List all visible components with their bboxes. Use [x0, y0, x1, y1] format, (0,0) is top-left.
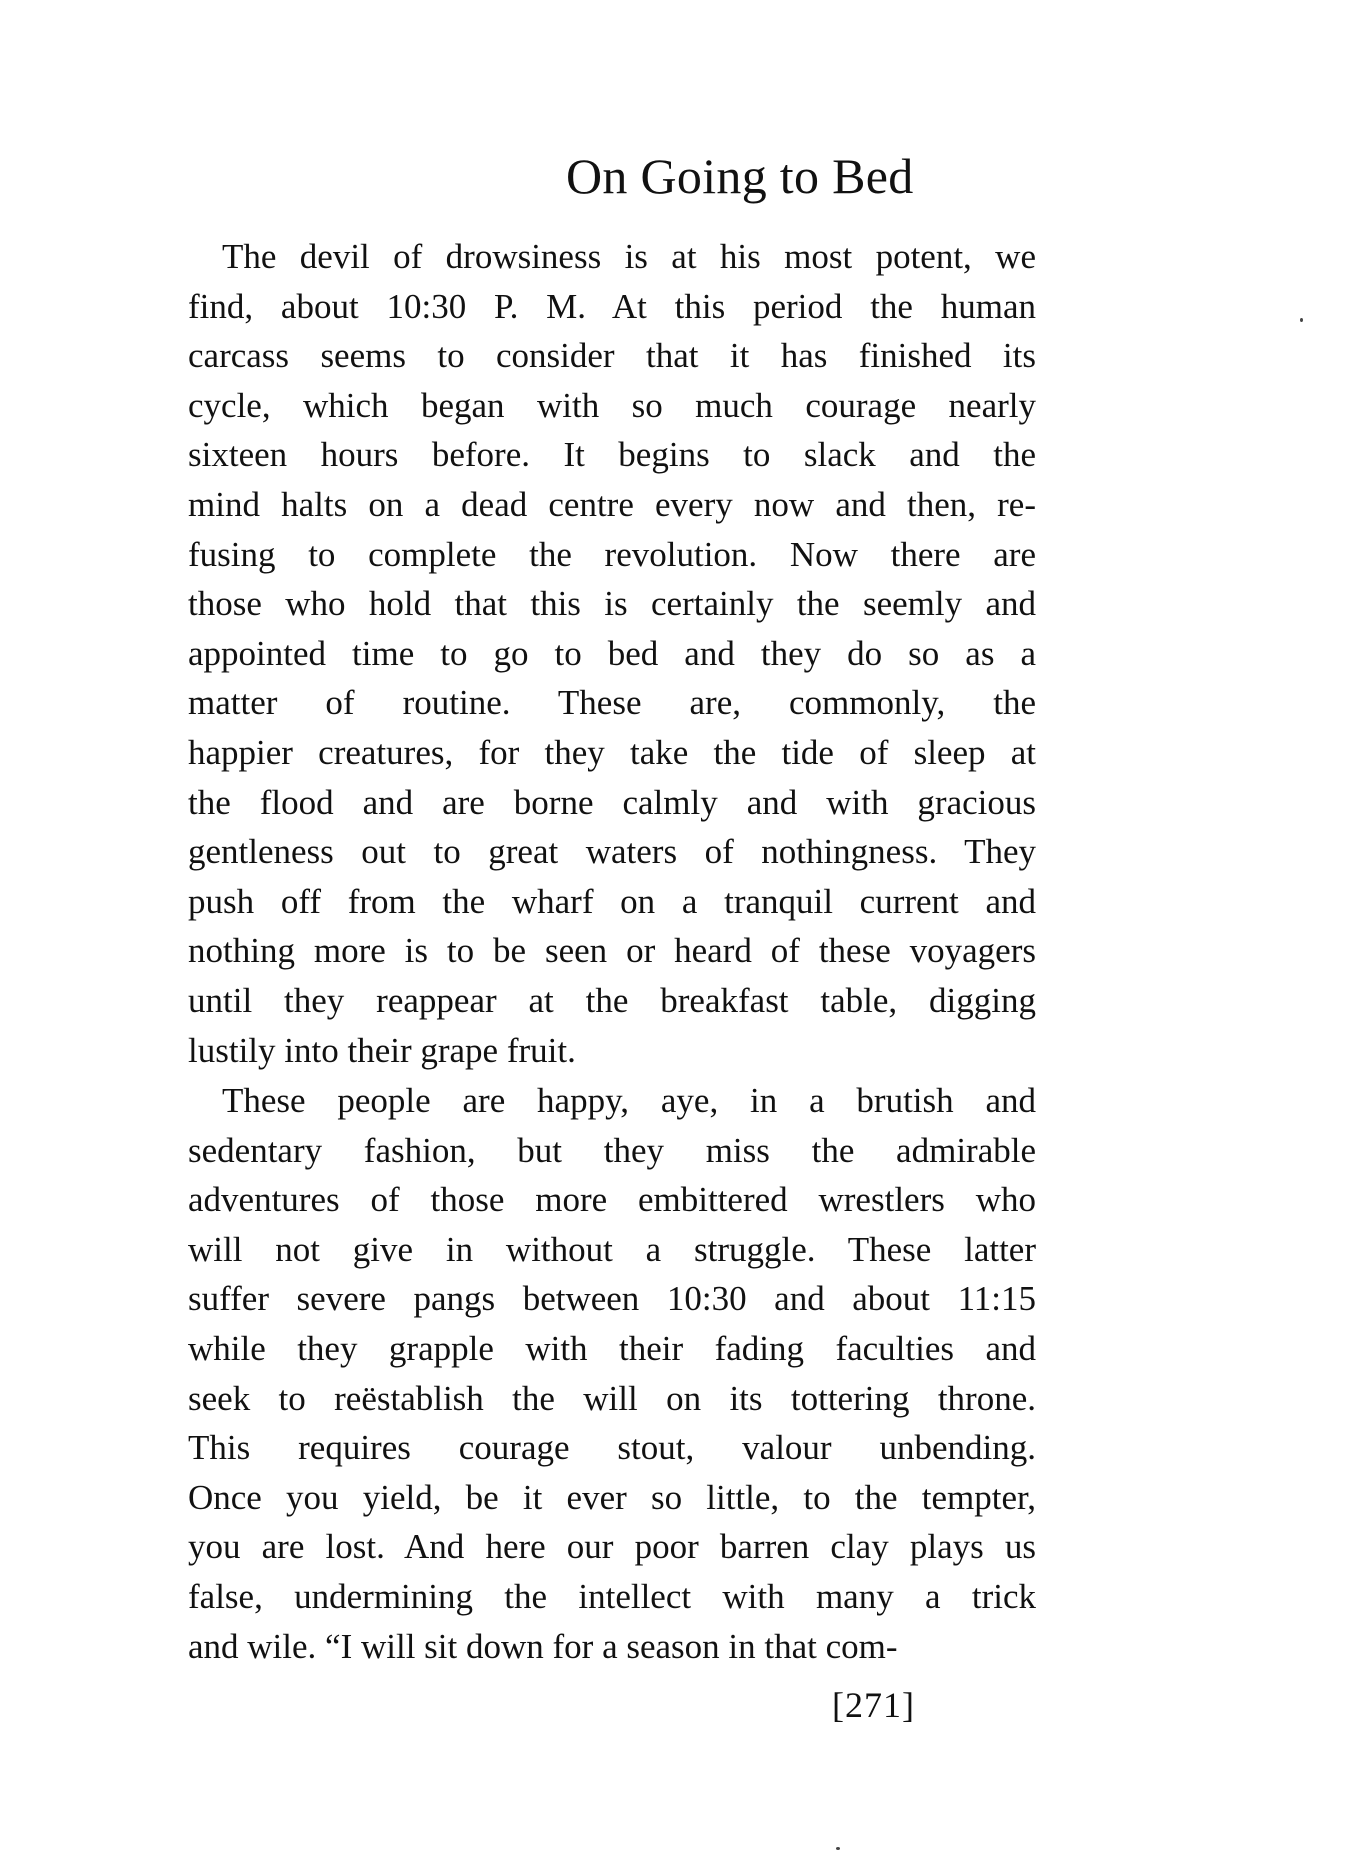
text-line: mind halts on a dead centre every now and then, re-	[188, 484, 1036, 524]
paragraph-2	[188, 1076, 1036, 1671]
chapter-title: On Going to Bed	[566, 148, 914, 204]
text-line: fusing to complete the revolution. Now there are	[188, 534, 1036, 574]
text-line: gentleness out to great waters of nothingness. They	[188, 832, 1036, 872]
text-line: push off from the wharf on a tranquil current and	[188, 881, 1036, 921]
text-line: suffer severe pangs between 10:30 and about 11:15	[188, 1279, 1036, 1319]
text-line: you are lost. And here our poor barren clay plays us	[188, 1527, 1036, 1567]
text-line: This requires courage stout, valour unbending.	[188, 1428, 1036, 1468]
text-line: appointed time to go to bed and they do so as a	[188, 633, 1036, 673]
scan-speck	[1300, 318, 1303, 322]
text-line: sedentary fashion, but they miss the admirable	[188, 1130, 1036, 1170]
text-line: the flood and are borne calmly and with gracious	[188, 782, 1036, 822]
paragraph-1	[188, 232, 1036, 1075]
text-line: will not give in without a struggle. These latter	[188, 1229, 1036, 1269]
text-line: while they grapple with their fading faculties and	[188, 1328, 1036, 1368]
text-line: false, undermining the intellect with many a trick	[188, 1576, 1036, 1616]
text-line: and wile. “I will sit down for a season in that com-	[188, 1626, 898, 1666]
text-line: The devil of drowsiness is at his most potent, we	[222, 237, 1036, 276]
text-line: lustily into their grape fruit.	[188, 1030, 576, 1070]
text-line: those who hold that this is certainly the seemly and	[188, 584, 1036, 624]
text-line: matter of routine. These are, commonly, the	[188, 683, 1036, 723]
text-line: find, about 10:30 P. M. At this period the human	[188, 286, 1036, 326]
text-line: happier creatures, for they take the tide of sleep at	[188, 732, 1036, 772]
text-line: nothing more is to be seen or heard of these voyagers	[188, 931, 1036, 971]
text-line: sixteen hours before. It begins to slack and the	[188, 435, 1036, 475]
text-line: Once you yield, be it ever so little, to the tempter,	[188, 1477, 1036, 1517]
text-line: carcass seems to consider that it has finished its	[188, 336, 1036, 376]
page-number: [271]	[832, 1685, 915, 1725]
text-line: cycle, which began with so much courage nearly	[188, 385, 1036, 425]
text-line: until they reappear at the breakfast table, digging	[188, 980, 1036, 1020]
scan-speck	[836, 1847, 840, 1850]
text-line: adventures of those more embittered wrestlers who	[188, 1180, 1036, 1220]
text-line: seek to reëstablish the will on its tottering throne.	[188, 1378, 1036, 1418]
text-line: These people are happy, aye, in a brutish and	[222, 1081, 1036, 1120]
